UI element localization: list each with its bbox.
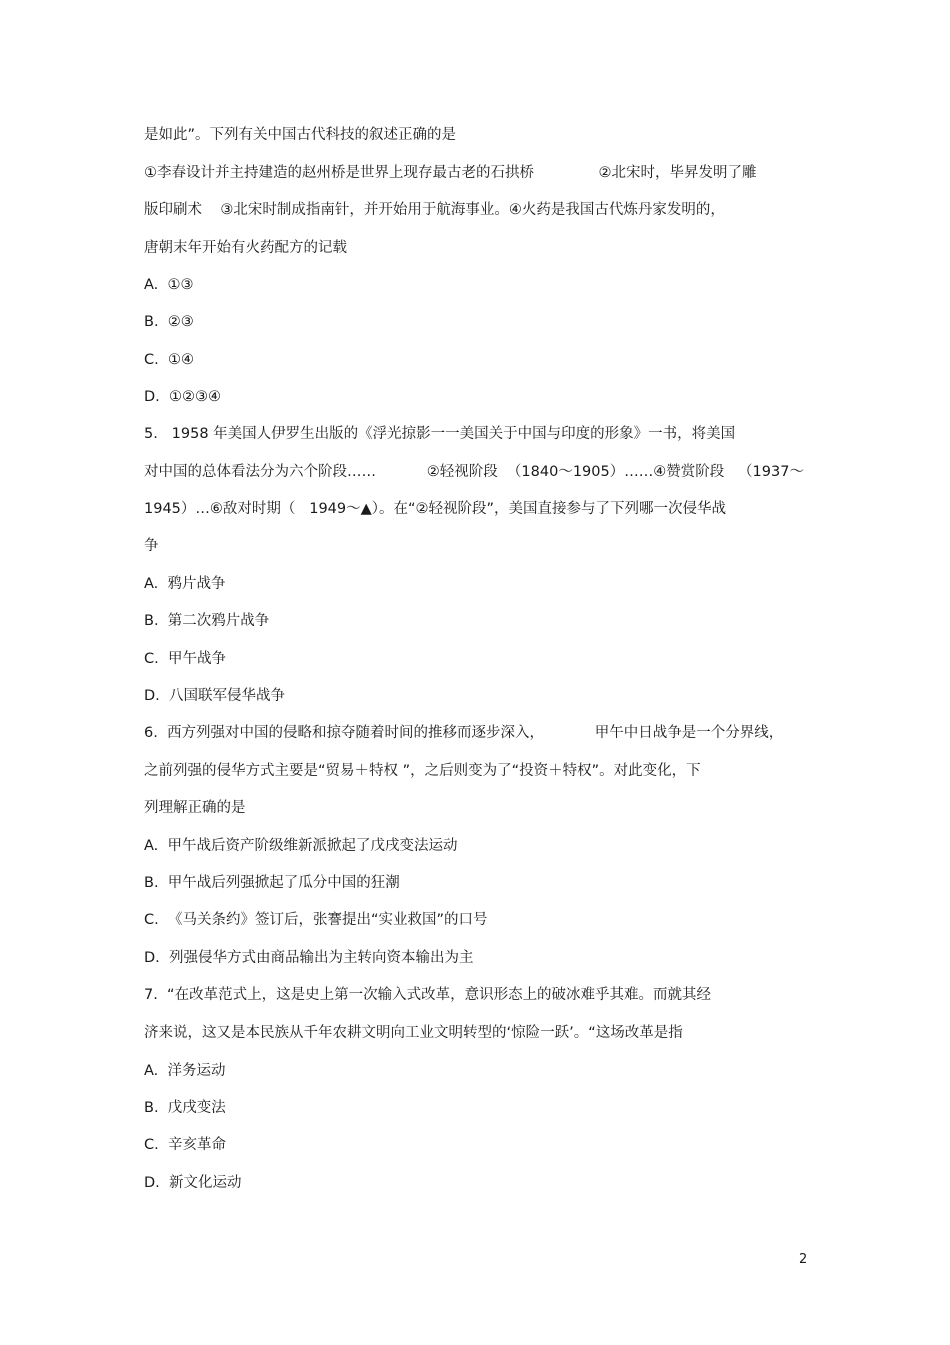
q4-statements-line-1: ①李春设计并主持建造的赵州桥是世界上现存最古老的石拱桥 ②北宋时，毕昇发明了雕 — [144, 165, 757, 181]
q5-stem-line-2: 对中国的总体看法分为六个阶段…… ②轻视阶段 （1840～1905）……④赞赏阶段 （1937～ — [144, 464, 804, 480]
q5-option-c: C. 甲午战争 — [144, 651, 226, 667]
q6-stem-line-2: 之前列强的侵华方式主要是“贸易＋特权 ”，之后则变为了“投资＋特权”。对此变化，下 — [144, 763, 701, 779]
q4-stem-end: 是如此”。下列有关中国古代科技的叙述正确的是 — [144, 127, 457, 143]
q6-stem-line-3: 列理解正确的是 — [144, 800, 246, 816]
q7-option-a: A. 洋务运动 — [144, 1063, 226, 1079]
q4-option-d: D. ①②③④ — [144, 389, 221, 405]
q7-option-d: D. 新文化运动 — [144, 1175, 242, 1191]
q4-option-b: B. ②③ — [144, 314, 194, 330]
q5-stem-line-3: 1945）…⑥敌对时期（ 1949～▲）。在“②轻视阶段”，美国直接参与了下列哪一次侵华战 — [144, 501, 727, 517]
q5-option-b: B. 第二次鸦片战争 — [144, 613, 270, 629]
q5-option-a: A. 鸦片战争 — [144, 576, 226, 592]
q6-option-c: C. 《马关条约》签订后，张謇提出“实业救国”的口号 — [144, 912, 488, 928]
q4-statements-line-2: 版印刷术 ③北宋时制成指南针，并开始用于航海事业。④火药是我国古代炼丹家发明的， — [144, 202, 725, 218]
q6-option-b: B. 甲午战后列强掀起了瓜分中国的狂潮 — [144, 875, 400, 891]
page-number: 2 — [799, 1252, 808, 1267]
q5-stem-line-1: 5. 1958 年美国人伊罗生出版的《浮光掠影一一美国关于中国与印度的形象》一书，将美国 — [144, 426, 736, 442]
q4-option-a: A. ①③ — [144, 277, 194, 293]
q7-stem-line-2: 济来说，这又是本民族从千年农耕文明向工业文明转型的‘惊险一跃’。“这场改革是指 — [144, 1025, 683, 1041]
q4-option-c: C. ①④ — [144, 352, 194, 368]
q4-statements-line-3: 唐朝末年开始有火药配方的记载 — [144, 240, 347, 256]
q6-option-a: A. 甲午战后资产阶级维新派掀起了戊戌变法运动 — [144, 838, 458, 854]
q5-option-d: D. 八国联军侵华战争 — [144, 688, 285, 704]
q5-stem-line-4: 争 — [144, 538, 159, 554]
q7-stem-line-1: 7. “在改革范式上，这是史上第一次输入式改革，意识形态上的破冰难乎其难。而就其经 — [144, 987, 712, 1003]
q6-option-d: D. 列强侵华方式由商品输出为主转向资本输出为主 — [144, 950, 474, 966]
q7-option-b: B. 戊戌变法 — [144, 1100, 226, 1116]
q7-option-c: C. 辛亥革命 — [144, 1137, 226, 1153]
q6-stem-line-1: 6. 西方列强对中国的侵略和掠夺随着时间的推移而逐步深入， 甲午中日战争是一个分界线， — [144, 725, 784, 741]
